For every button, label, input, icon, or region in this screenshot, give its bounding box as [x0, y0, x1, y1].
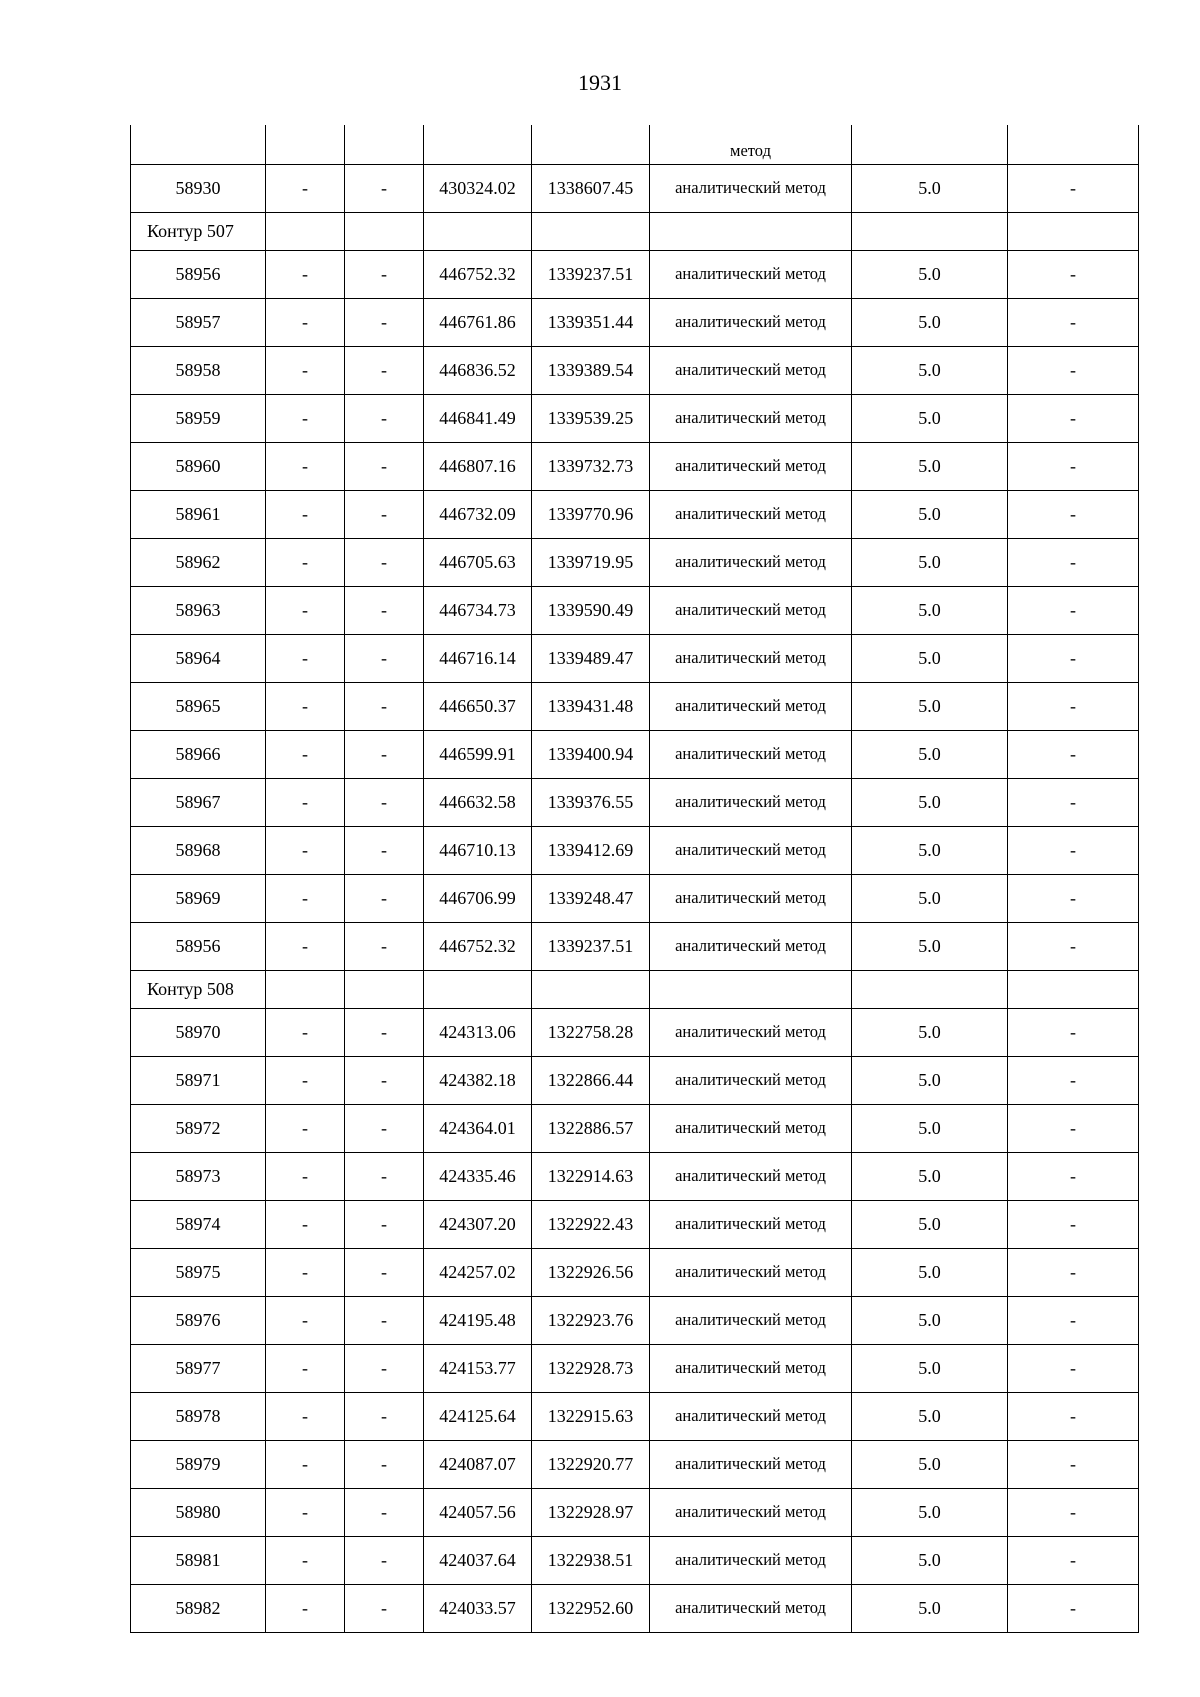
- table-row: [131, 251, 1139, 299]
- method-cell: аналитический метод: [650, 635, 852, 683]
- method-cell: аналитический метод: [650, 1249, 852, 1297]
- note-cell: -: [1008, 875, 1139, 923]
- table-row: [131, 587, 1139, 635]
- dash-cell: -: [345, 1249, 424, 1297]
- note-cell: -: [1008, 1105, 1139, 1153]
- dash-cell: -: [266, 539, 345, 587]
- y-coordinate-cell: 1339237.51: [532, 251, 650, 299]
- point-number-cell: 58957: [131, 299, 266, 347]
- x-coordinate-cell: 424335.46: [424, 1153, 532, 1201]
- y-coordinate-cell: 1322928.97: [532, 1489, 650, 1537]
- method-cell: аналитический метод: [650, 1153, 852, 1201]
- point-number-cell: 58959: [131, 395, 266, 443]
- note-cell: -: [1008, 779, 1139, 827]
- dash-cell: -: [266, 1201, 345, 1249]
- table-row: [131, 1009, 1139, 1057]
- y-coordinate-cell: 1322926.56: [532, 1249, 650, 1297]
- dash-cell: -: [266, 587, 345, 635]
- precision-cell: 5.0: [852, 1297, 1008, 1345]
- dash-cell: -: [345, 1153, 424, 1201]
- y-coordinate-cell: 1339489.47: [532, 635, 650, 683]
- table-row: [131, 1537, 1139, 1585]
- cell: [266, 213, 345, 251]
- method-cell: аналитический метод: [650, 1489, 852, 1537]
- dash-cell: -: [345, 779, 424, 827]
- y-coordinate-cell: 1339351.44: [532, 299, 650, 347]
- precision-cell: 5.0: [852, 1585, 1008, 1633]
- dash-cell: -: [266, 165, 345, 213]
- y-coordinate-cell: 1322952.60: [532, 1585, 650, 1633]
- point-number-cell: 58971: [131, 1057, 266, 1105]
- precision-cell: 5.0: [852, 1441, 1008, 1489]
- method-cell: аналитический метод: [650, 443, 852, 491]
- y-coordinate-cell: 1322886.57: [532, 1105, 650, 1153]
- x-coordinate-cell: 424125.64: [424, 1393, 532, 1441]
- table-row: [131, 1441, 1139, 1489]
- precision-cell: 5.0: [852, 827, 1008, 875]
- contour-label: Контур 508: [131, 971, 266, 1009]
- point-number-cell: 58972: [131, 1105, 266, 1153]
- method-cell: аналитический метод: [650, 491, 852, 539]
- x-coordinate-cell: 424257.02: [424, 1249, 532, 1297]
- note-cell: -: [1008, 1393, 1139, 1441]
- dash-cell: -: [345, 539, 424, 587]
- dash-cell: -: [345, 251, 424, 299]
- y-coordinate-cell: 1322866.44: [532, 1057, 650, 1105]
- dash-cell: -: [345, 1201, 424, 1249]
- table-row: [131, 1249, 1139, 1297]
- table-row: [131, 923, 1139, 971]
- table-body: [131, 125, 1139, 1633]
- table-row: [131, 1585, 1139, 1633]
- point-number-cell: 58958: [131, 347, 266, 395]
- dash-cell: -: [266, 635, 345, 683]
- point-number-cell: 58966: [131, 731, 266, 779]
- dash-cell: -: [345, 731, 424, 779]
- contour-label: Контур 507: [131, 213, 266, 251]
- dash-cell: -: [266, 923, 345, 971]
- note-cell: -: [1008, 683, 1139, 731]
- dash-cell: -: [266, 299, 345, 347]
- x-coordinate-cell: 424057.56: [424, 1489, 532, 1537]
- method-cell: аналитический метод: [650, 1441, 852, 1489]
- contour-header-row: [131, 213, 1139, 251]
- precision-cell: 5.0: [852, 587, 1008, 635]
- dash-cell: -: [266, 1057, 345, 1105]
- dash-cell: -: [345, 1585, 424, 1633]
- table-row: [131, 443, 1139, 491]
- method-cell: аналитический метод: [650, 1009, 852, 1057]
- coordinates-table: [130, 125, 1139, 1633]
- method-cell: аналитический метод: [650, 539, 852, 587]
- dash-cell: -: [266, 1009, 345, 1057]
- continuation-row: [131, 125, 1139, 165]
- y-coordinate-cell: 1339237.51: [532, 923, 650, 971]
- precision-cell: 5.0: [852, 395, 1008, 443]
- table-row: [131, 635, 1139, 683]
- x-coordinate-cell: 446836.52: [424, 347, 532, 395]
- cell: [1008, 213, 1139, 251]
- note-cell: -: [1008, 1297, 1139, 1345]
- method-cell: аналитический метод: [650, 1297, 852, 1345]
- cell: [532, 213, 650, 251]
- dash-cell: -: [266, 1345, 345, 1393]
- cell: [532, 971, 650, 1009]
- method-cell: аналитический метод: [650, 251, 852, 299]
- precision-cell: 5.0: [852, 1537, 1008, 1585]
- dash-cell: -: [345, 1057, 424, 1105]
- point-number-cell: 58961: [131, 491, 266, 539]
- x-coordinate-cell: 446752.32: [424, 923, 532, 971]
- precision-cell: 5.0: [852, 347, 1008, 395]
- dash-cell: -: [345, 1489, 424, 1537]
- method-cell: аналитический метод: [650, 731, 852, 779]
- x-coordinate-cell: 446761.86: [424, 299, 532, 347]
- method-cell: аналитический метод: [650, 165, 852, 213]
- dash-cell: -: [345, 923, 424, 971]
- dash-cell: -: [266, 395, 345, 443]
- dash-cell: -: [266, 1585, 345, 1633]
- y-coordinate-cell: 1322915.63: [532, 1393, 650, 1441]
- x-coordinate-cell: 446650.37: [424, 683, 532, 731]
- x-coordinate-cell: 424087.07: [424, 1441, 532, 1489]
- precision-cell: 5.0: [852, 1009, 1008, 1057]
- x-coordinate-cell: 446710.13: [424, 827, 532, 875]
- dash-cell: -: [266, 779, 345, 827]
- x-coordinate-cell: 424153.77: [424, 1345, 532, 1393]
- precision-cell: 5.0: [852, 1105, 1008, 1153]
- y-coordinate-cell: 1339732.73: [532, 443, 650, 491]
- precision-cell: 5.0: [852, 251, 1008, 299]
- precision-cell: 5.0: [852, 443, 1008, 491]
- contour-header-row: [131, 971, 1139, 1009]
- dash-cell: -: [345, 1105, 424, 1153]
- table-row: [131, 539, 1139, 587]
- y-coordinate-cell: 1339590.49: [532, 587, 650, 635]
- y-coordinate-cell: 1322914.63: [532, 1153, 650, 1201]
- dash-cell: -: [345, 1537, 424, 1585]
- dash-cell: -: [345, 165, 424, 213]
- y-coordinate-cell: 1322920.77: [532, 1441, 650, 1489]
- note-cell: -: [1008, 1489, 1139, 1537]
- x-coordinate-cell: 446706.99: [424, 875, 532, 923]
- cell: [1008, 971, 1139, 1009]
- precision-cell: 5.0: [852, 683, 1008, 731]
- cell: [424, 125, 532, 165]
- dash-cell: -: [266, 1393, 345, 1441]
- cell: [424, 971, 532, 1009]
- dash-cell: -: [266, 1105, 345, 1153]
- note-cell: -: [1008, 1057, 1139, 1105]
- note-cell: -: [1008, 635, 1139, 683]
- point-number-cell: 58970: [131, 1009, 266, 1057]
- note-cell: -: [1008, 395, 1139, 443]
- table-row: [131, 1393, 1139, 1441]
- x-coordinate-cell: 424033.57: [424, 1585, 532, 1633]
- point-number-cell: 58969: [131, 875, 266, 923]
- method-cell: аналитический метод: [650, 1057, 852, 1105]
- point-number-cell: 58956: [131, 251, 266, 299]
- point-number-cell: 58982: [131, 1585, 266, 1633]
- dash-cell: -: [345, 1297, 424, 1345]
- precision-cell: 5.0: [852, 491, 1008, 539]
- precision-cell: 5.0: [852, 539, 1008, 587]
- method-cell: аналитический метод: [650, 779, 852, 827]
- note-cell: -: [1008, 299, 1139, 347]
- note-cell: -: [1008, 1249, 1139, 1297]
- y-coordinate-cell: 1339412.69: [532, 827, 650, 875]
- dash-cell: -: [345, 1441, 424, 1489]
- x-coordinate-cell: 424313.06: [424, 1009, 532, 1057]
- table-row: [131, 731, 1139, 779]
- table-row: [131, 1105, 1139, 1153]
- x-coordinate-cell: 424364.01: [424, 1105, 532, 1153]
- x-coordinate-cell: 424037.64: [424, 1537, 532, 1585]
- point-number-cell: 58968: [131, 827, 266, 875]
- dash-cell: -: [345, 443, 424, 491]
- precision-cell: 5.0: [852, 1489, 1008, 1537]
- page-number: 1931: [578, 70, 622, 95]
- precision-cell: 5.0: [852, 923, 1008, 971]
- precision-cell: 5.0: [852, 1393, 1008, 1441]
- cell: [852, 213, 1008, 251]
- x-coordinate-cell: 446807.16: [424, 443, 532, 491]
- dash-cell: -: [266, 443, 345, 491]
- method-cell: аналитический метод: [650, 1393, 852, 1441]
- note-cell: -: [1008, 165, 1139, 213]
- dash-cell: -: [345, 683, 424, 731]
- point-number-cell: 58974: [131, 1201, 266, 1249]
- table-row: [131, 779, 1139, 827]
- x-coordinate-cell: 430324.02: [424, 165, 532, 213]
- cell: [532, 125, 650, 165]
- dash-cell: -: [345, 1009, 424, 1057]
- y-coordinate-cell: 1339248.47: [532, 875, 650, 923]
- method-cell: аналитический метод: [650, 587, 852, 635]
- dash-cell: -: [266, 1537, 345, 1585]
- x-coordinate-cell: 446732.09: [424, 491, 532, 539]
- x-coordinate-cell: 424382.18: [424, 1057, 532, 1105]
- note-cell: -: [1008, 1153, 1139, 1201]
- y-coordinate-cell: 1322923.76: [532, 1297, 650, 1345]
- method-cell: аналитический метод: [650, 923, 852, 971]
- note-cell: -: [1008, 1345, 1139, 1393]
- note-cell: -: [1008, 587, 1139, 635]
- table-row: [131, 1297, 1139, 1345]
- dash-cell: -: [345, 395, 424, 443]
- dash-cell: -: [266, 731, 345, 779]
- y-coordinate-cell: 1338607.45: [532, 165, 650, 213]
- point-number-cell: 58965: [131, 683, 266, 731]
- table-row: [131, 299, 1139, 347]
- table-row: [131, 491, 1139, 539]
- x-coordinate-cell: 446716.14: [424, 635, 532, 683]
- dash-cell: -: [266, 1153, 345, 1201]
- precision-cell: 5.0: [852, 165, 1008, 213]
- method-cell: аналитический метод: [650, 347, 852, 395]
- y-coordinate-cell: 1339719.95: [532, 539, 650, 587]
- precision-cell: 5.0: [852, 635, 1008, 683]
- method-cell: аналитический метод: [650, 1345, 852, 1393]
- dash-cell: -: [266, 1489, 345, 1537]
- note-cell: -: [1008, 1009, 1139, 1057]
- cell: [266, 125, 345, 165]
- method-cell: аналитический метод: [650, 1105, 852, 1153]
- precision-cell: 5.0: [852, 1153, 1008, 1201]
- y-coordinate-cell: 1339431.48: [532, 683, 650, 731]
- dash-cell: -: [345, 491, 424, 539]
- method-cell: аналитический метод: [650, 875, 852, 923]
- precision-cell: 5.0: [852, 731, 1008, 779]
- table-row: [131, 1345, 1139, 1393]
- cell: [852, 125, 1008, 165]
- note-cell: -: [1008, 491, 1139, 539]
- cell: [650, 213, 852, 251]
- y-coordinate-cell: 1322758.28: [532, 1009, 650, 1057]
- cell: [1008, 125, 1139, 165]
- point-number-cell: 58978: [131, 1393, 266, 1441]
- point-number-cell: 58976: [131, 1297, 266, 1345]
- dash-cell: -: [266, 1297, 345, 1345]
- dash-cell: -: [345, 1393, 424, 1441]
- y-coordinate-cell: 1339539.25: [532, 395, 650, 443]
- y-coordinate-cell: 1339770.96: [532, 491, 650, 539]
- cell: [345, 971, 424, 1009]
- method-cell: аналитический метод: [650, 299, 852, 347]
- dash-cell: -: [266, 683, 345, 731]
- cell: [131, 125, 266, 165]
- precision-cell: 5.0: [852, 1201, 1008, 1249]
- dash-cell: -: [345, 587, 424, 635]
- y-coordinate-cell: 1322922.43: [532, 1201, 650, 1249]
- point-number-cell: 58964: [131, 635, 266, 683]
- dash-cell: -: [266, 1249, 345, 1297]
- note-cell: -: [1008, 1585, 1139, 1633]
- dash-cell: -: [345, 299, 424, 347]
- point-number-cell: 58979: [131, 1441, 266, 1489]
- table-row: [131, 827, 1139, 875]
- precision-cell: 5.0: [852, 875, 1008, 923]
- cell: [424, 213, 532, 251]
- point-number-cell: 58960: [131, 443, 266, 491]
- precision-cell: 5.0: [852, 299, 1008, 347]
- note-cell: -: [1008, 1537, 1139, 1585]
- table-row: [131, 683, 1139, 731]
- x-coordinate-cell: 446752.32: [424, 251, 532, 299]
- point-number-cell: 58973: [131, 1153, 266, 1201]
- x-coordinate-cell: 446599.91: [424, 731, 532, 779]
- dash-cell: -: [345, 875, 424, 923]
- dash-cell: -: [266, 251, 345, 299]
- table-row: [131, 1153, 1139, 1201]
- cell: [345, 125, 424, 165]
- table-row: [131, 875, 1139, 923]
- note-cell: -: [1008, 923, 1139, 971]
- x-coordinate-cell: 446705.63: [424, 539, 532, 587]
- note-cell: -: [1008, 443, 1139, 491]
- method-cell: аналитический метод: [650, 1201, 852, 1249]
- table-row: [131, 165, 1139, 213]
- point-number-cell: 58962: [131, 539, 266, 587]
- dash-cell: -: [266, 875, 345, 923]
- cell: [852, 971, 1008, 1009]
- dash-cell: -: [266, 1441, 345, 1489]
- precision-cell: 5.0: [852, 1345, 1008, 1393]
- table-row: [131, 395, 1139, 443]
- cell: [345, 213, 424, 251]
- table-row: [131, 1057, 1139, 1105]
- method-cell: аналитический метод: [650, 1585, 852, 1633]
- note-cell: -: [1008, 1441, 1139, 1489]
- precision-cell: 5.0: [852, 1249, 1008, 1297]
- table-row: [131, 1489, 1139, 1537]
- x-coordinate-cell: 446734.73: [424, 587, 532, 635]
- note-cell: -: [1008, 827, 1139, 875]
- x-coordinate-cell: 446841.49: [424, 395, 532, 443]
- method-cell: аналитический метод: [650, 827, 852, 875]
- note-cell: -: [1008, 251, 1139, 299]
- table-row: [131, 347, 1139, 395]
- method-cell: аналитический метод: [650, 395, 852, 443]
- precision-cell: 5.0: [852, 779, 1008, 827]
- precision-cell: 5.0: [852, 1057, 1008, 1105]
- y-coordinate-cell: 1339400.94: [532, 731, 650, 779]
- table-row: [131, 1201, 1139, 1249]
- point-number-cell: 58963: [131, 587, 266, 635]
- dash-cell: -: [345, 635, 424, 683]
- y-coordinate-cell: 1339376.55: [532, 779, 650, 827]
- dash-cell: -: [345, 1345, 424, 1393]
- cell: [266, 971, 345, 1009]
- y-coordinate-cell: 1322938.51: [532, 1537, 650, 1585]
- x-coordinate-cell: 424195.48: [424, 1297, 532, 1345]
- y-coordinate-cell: 1322928.73: [532, 1345, 650, 1393]
- note-cell: -: [1008, 1201, 1139, 1249]
- note-cell: -: [1008, 731, 1139, 779]
- note-cell: -: [1008, 539, 1139, 587]
- method-cell: аналитический метод: [650, 1537, 852, 1585]
- x-coordinate-cell: 446632.58: [424, 779, 532, 827]
- point-number-cell: 58967: [131, 779, 266, 827]
- method-cell: метод: [650, 125, 852, 165]
- point-number-cell: 58930: [131, 165, 266, 213]
- point-number-cell: 58977: [131, 1345, 266, 1393]
- dash-cell: -: [266, 347, 345, 395]
- method-cell: аналитический метод: [650, 683, 852, 731]
- y-coordinate-cell: 1339389.54: [532, 347, 650, 395]
- dash-cell: -: [266, 827, 345, 875]
- point-number-cell: 58975: [131, 1249, 266, 1297]
- note-cell: -: [1008, 347, 1139, 395]
- dash-cell: -: [345, 827, 424, 875]
- dash-cell: -: [266, 491, 345, 539]
- cell: [650, 971, 852, 1009]
- x-coordinate-cell: 424307.20: [424, 1201, 532, 1249]
- point-number-cell: 58980: [131, 1489, 266, 1537]
- dash-cell: -: [345, 347, 424, 395]
- point-number-cell: 58956: [131, 923, 266, 971]
- point-number-cell: 58981: [131, 1537, 266, 1585]
